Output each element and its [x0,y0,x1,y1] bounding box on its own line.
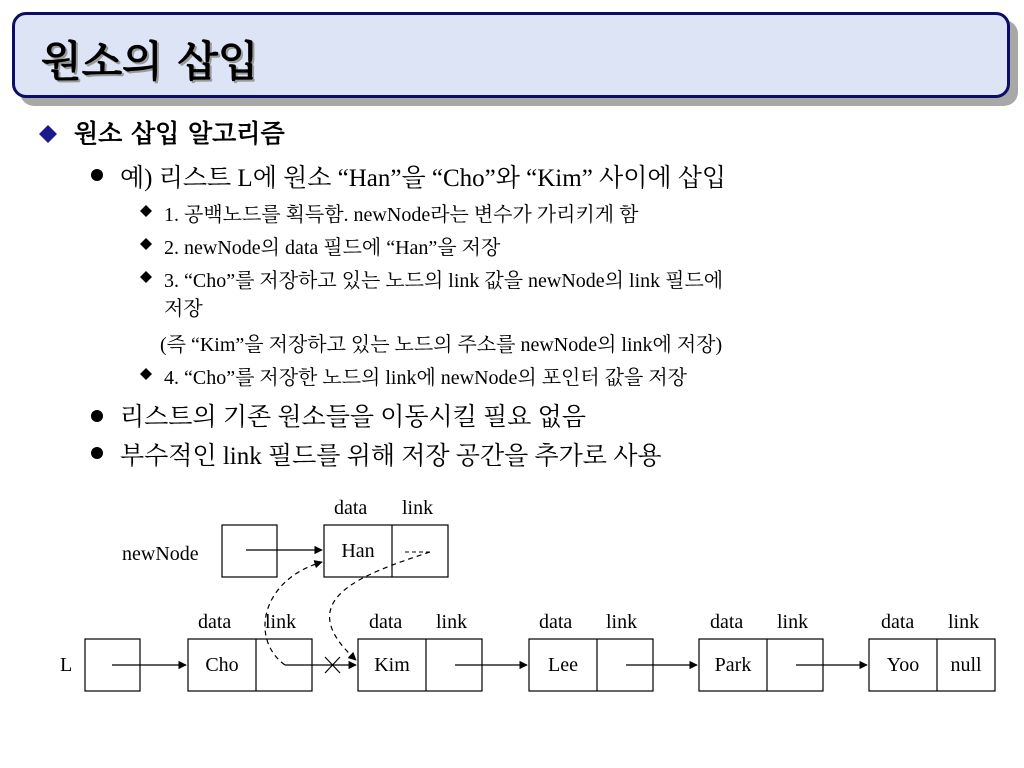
step-3-note: (즉 “Kim”을 저장하고 있는 노드의 주소를 newNode의 link에 저장) [160,334,723,356]
step-3: 3. “Cho”를 저장하고 있는 노드의 link 값을 newNode의 link 필드에 [164,270,724,292]
cho-data-label: data [198,611,232,633]
park-data-label: data [710,611,744,633]
step-1: 1. 공백노드를 획득함. newNode라는 변수가 가리키게 함 [164,204,639,226]
yoo-value: Yoo [886,654,920,676]
lee-value: Lee [548,654,578,676]
step-2: 2. newNode의 data 필드에 “Han”을 저장 [164,237,501,259]
newnode-label: newNode [122,543,199,565]
park-link-label: link [777,611,809,633]
yoo-data-label: data [881,611,915,633]
bullet-no-move: 리스트의 기존 원소들을 이동시킬 필요 없음 [120,404,586,431]
yoo-link-label: link [948,611,980,633]
han-data-label: data [334,497,368,519]
han-value: Han [341,540,375,562]
lee-link-label: link [606,611,638,633]
step-4: 4. “Cho”를 저장한 노드의 link에 newNode의 포인터 값을 저장 [164,367,687,389]
kim-value: Kim [374,654,410,676]
newnode-pointer-box [222,525,277,577]
lee-data-label: data [539,611,573,633]
list-label: L [60,654,73,676]
cho-link-label: link [265,611,297,633]
kim-link-label: link [436,611,468,633]
cho-value: Cho [205,654,239,676]
bullet-extra-space: 부수적인 link 필드를 위해 저장 공간을 추가로 사용 [120,443,662,470]
step-3-continued: 저장 [164,298,203,320]
bullet-insert-algorithm: 원소 삽입 알고리즘 [74,119,285,148]
han-link-label: link [402,497,434,519]
slide-title: 원소의 삽입 [41,37,259,86]
yoo-null-link: null [950,654,982,676]
kim-data-label: data [369,611,403,633]
bullet-example: 예) 리스트 L에 원소 “Han”을 “Cho”와 “Kim” 사이에 삽입 [120,165,727,192]
park-value: Park [714,654,752,676]
